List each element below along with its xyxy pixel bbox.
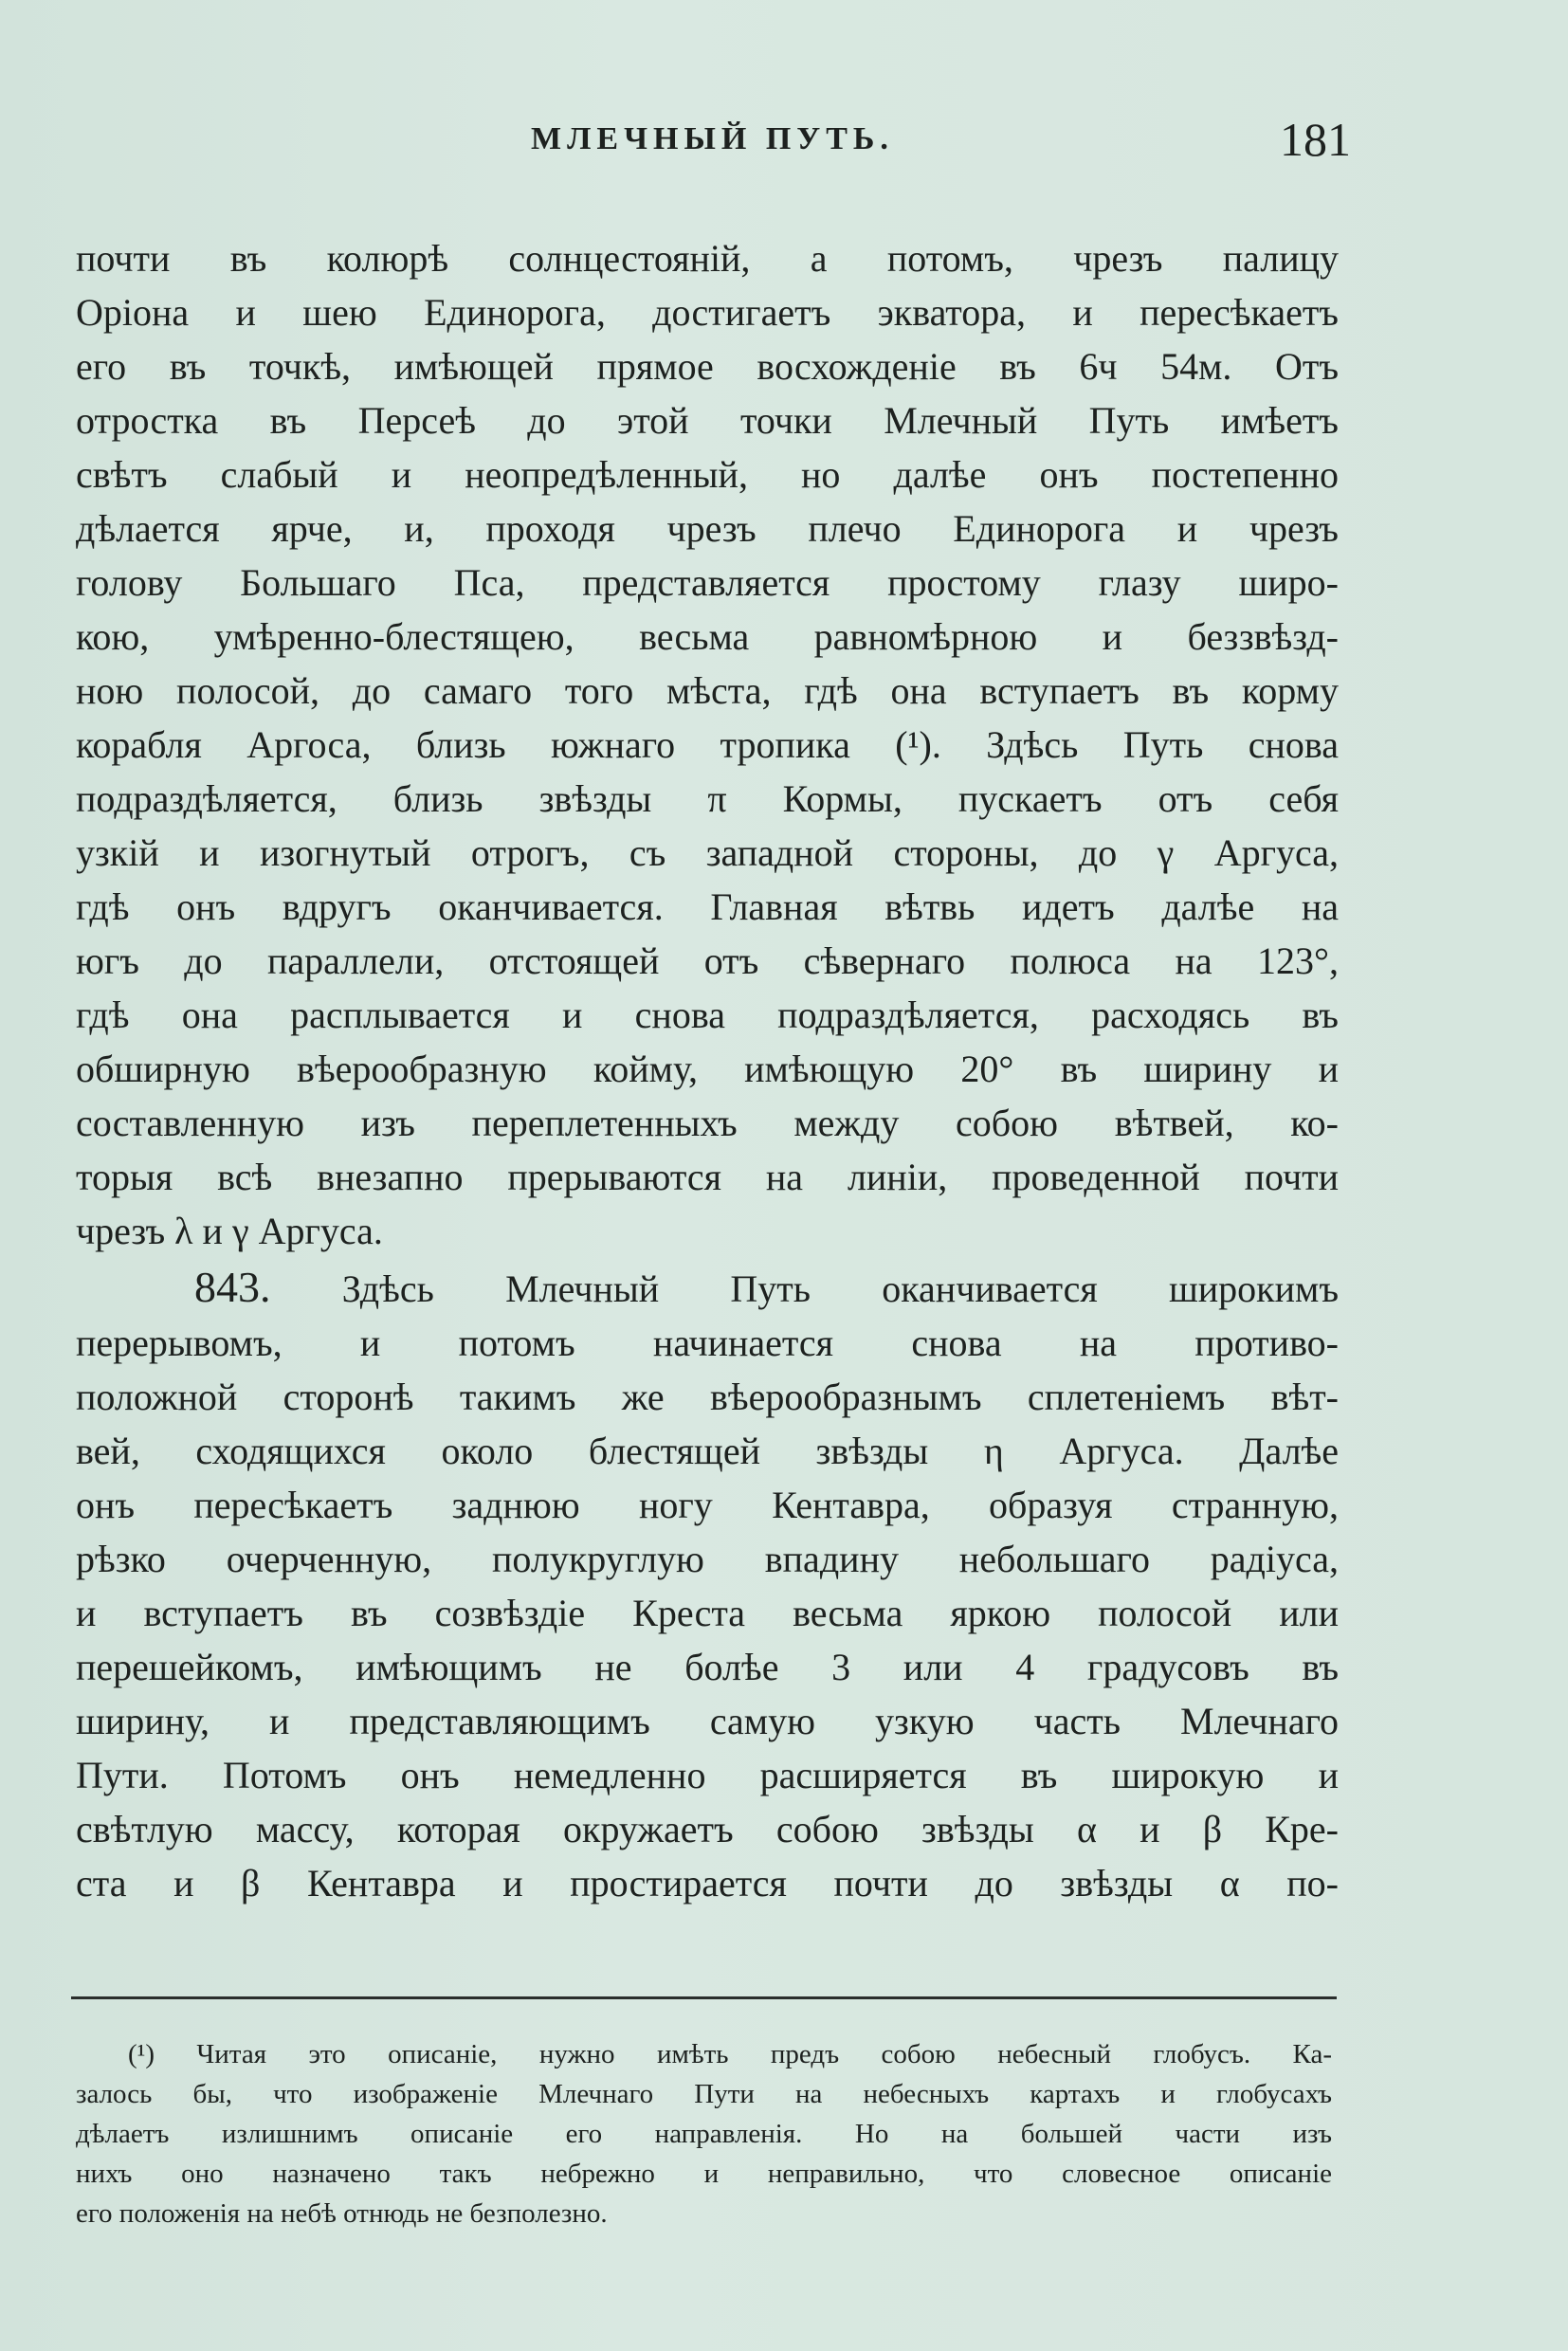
footnote-line: (¹) Читая это описаніе, нужно имѣть предъ собою небесный глобусъ. Ка- bbox=[128, 2039, 1332, 2069]
text-line: вей, сходящихся около блестящей звѣзды η Аргуса. Далѣе bbox=[76, 1430, 1339, 1472]
text-line: отростка въ Персеѣ до этой точки Млечный Путь имѣетъ bbox=[76, 399, 1339, 442]
text-line: ста и β Кентавра и простирается почти до звѣзды α по- bbox=[76, 1862, 1339, 1904]
text-line: ною полосой, до самаго того мѣста, гдѣ она вступаетъ въ корму bbox=[76, 669, 1339, 712]
text-line: перешейкомъ, имѣющимъ не болѣе 3 или 4 градусовъ въ bbox=[76, 1646, 1339, 1688]
footnote-line: залось бы, что изображеніе Млечнаго Пути на небесныхъ картахъ и глобусахъ bbox=[76, 2079, 1332, 2109]
text-line: кою, умѣренно-блестящею, весьма равномѣрною и беззвѣзд- bbox=[76, 615, 1339, 658]
text-line: положной сторонѣ такимъ же вѣерообразнымъ сплетеніемъ вѣт- bbox=[76, 1376, 1339, 1418]
text-line: чрезъ λ и γ Аргуса. bbox=[76, 1210, 383, 1252]
text-line: его въ точкѣ, имѣющей прямое восхожденіе въ 6ч 54м. Отъ bbox=[76, 345, 1339, 388]
text-line: составленную изъ переплетенныхъ между собою вѣтвей, ко- bbox=[76, 1102, 1339, 1144]
text-line: торыя всѣ внезапно прерываются на линіи, проведенной почти bbox=[76, 1156, 1339, 1198]
text-line: гдѣ онъ вдругъ оканчивается. Главная вѣтвь идетъ далѣе на bbox=[76, 885, 1339, 928]
text-line: Пути. Потомъ онъ немедленно расширяется въ широкую и bbox=[76, 1754, 1339, 1796]
paragraph-number: 843. bbox=[194, 1264, 271, 1311]
text-line: обширную вѣерообразную койму, имѣющую 20° въ ширину и bbox=[76, 1048, 1339, 1090]
text-line: почти въ колюрѣ солнцестояній, а потомъ, чрезъ палицу bbox=[76, 237, 1339, 280]
text-line: югъ до параллели, отстоящей отъ сѣвернаго полюса на 123°, bbox=[76, 939, 1339, 982]
text-line: перерывомъ, и потомъ начинается снова на противо- bbox=[76, 1321, 1339, 1364]
text-line: подраздѣляется, близь звѣзды π Кормы, пускаетъ отъ себя bbox=[76, 777, 1339, 820]
paragraph-843-first-line bbox=[194, 1264, 1339, 1313]
text-line: свѣтъ слабый и неопредѣленный, но далѣе онъ постепенно bbox=[76, 453, 1339, 496]
paragraph-first-line-text: Здѣсь Млечный Путь оканчивается широкимъ bbox=[341, 1267, 1339, 1310]
text-line: гдѣ она расплывается и снова подраздѣляется, расходясь въ bbox=[76, 993, 1339, 1036]
text-line: голову Большаго Пса, представляется простому глазу широ- bbox=[76, 561, 1339, 604]
text-line: свѣтлую массу, которая окружаетъ собою звѣзды α и β Кре- bbox=[76, 1808, 1339, 1850]
text-line: онъ пересѣкаетъ заднюю ногу Кентавра, образуя странную, bbox=[76, 1484, 1339, 1526]
text-line: ширину, и представляющимъ самую узкую часть Млечнаго bbox=[76, 1700, 1339, 1742]
running-title: МЛЕЧНЫЙ ПУТЬ. bbox=[531, 121, 894, 156]
footnote-line: его положенія на небѣ отнюдь не безполезно. bbox=[76, 2198, 608, 2229]
text-line: дѣлается ярче, и, проходя чрезъ плечо Единорога и чрезъ bbox=[76, 507, 1339, 550]
text-line: узкій и изогнутый отрогъ, съ западной стороны, до γ Аргуса, bbox=[76, 831, 1339, 874]
footnote-line: дѣлаетъ излишнимъ описаніе его направленія. Но на большей части изъ bbox=[76, 2119, 1332, 2149]
text-line: рѣзко очерченную, полукруглую впадину небольшаго радіуса, bbox=[76, 1538, 1339, 1580]
page-header bbox=[0, 113, 1568, 178]
footnote-line: нихъ оно назначено такъ небрежно и неправильно, что словесное описаніе bbox=[76, 2159, 1332, 2189]
text-line: и вступаетъ въ созвѣздіе Креста весьма яркою полосой или bbox=[76, 1592, 1339, 1634]
text-line: Оріона и шею Единорога, достигаетъ экватора, и пересѣкаетъ bbox=[76, 291, 1339, 334]
text-line: корабля Аргоса, близь южнаго тропика (¹). Здѣсь Путь снова bbox=[76, 723, 1339, 766]
page-number: 181 bbox=[1280, 113, 1351, 166]
footnote-divider bbox=[71, 1996, 1337, 1999]
